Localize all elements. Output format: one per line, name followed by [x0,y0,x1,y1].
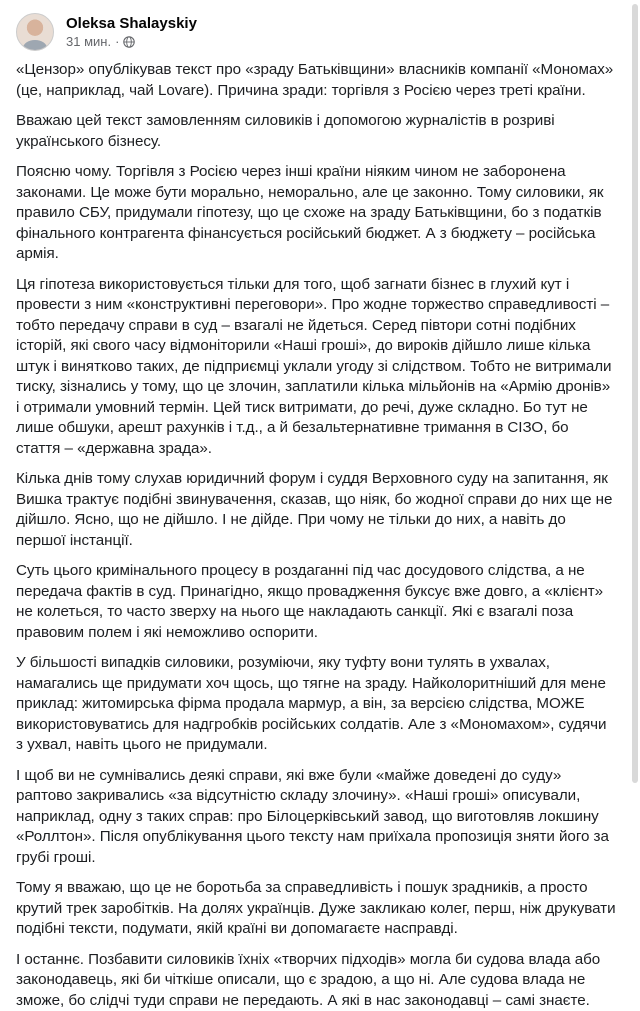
post-paragraph: І останнє. Позбавити силовиків їхніх «творчих підходів» могла би судова влада або законодавець, які би чіткіше описали, що є зрадою, а що ні. Але судова влада не зможе, бо слідчі туди справи не передають. А які в нас законодавці – самі знаєте. [16,950,624,1011]
post-body [16,60,624,1011]
post-paragraph: «Цензор» опублікував текст про «зраду Батьківщини» власників компанії «Мономах» (це, наприклад, чай Lovare). Причина зради: торгівля з Росією через треті країни. [16,60,624,101]
post-paragraph: Тому я вважаю, що це не боротьба за справедливість і пошук зрадників, а просто крутий трек заробітків. На долях українців. Дуже закликаю колег, перш, ніж друкувати подібні тексти, подумати, якій країні ви допомагаєте насправді. [16,878,624,940]
separator-dot: · [115,33,119,50]
scrollbar[interactable] [632,4,638,783]
post-paragraph: Суть цього кримінального процесу в роздаганні під час досудового слідства, а не передача фактів в суд. Принагідно, якщо провадження буксує вже довго, а «клієнт» не колеться, то часто зверху на нього ще накладають санкції. Які є взагалі поза правовим полем і які неможливо оспорити. [16,561,624,643]
globe-icon[interactable] [123,35,135,47]
post-paragraph: Ця гіпотеза використовується тільки для того, щоб загнати бізнес в глухий кут і провести з ним «конструктивні переговори». Про жодне торжество справедливості – тобто передачу справи в суд – взагалі не йдеться. Серед півтори сотні подібних історій, які свого часу відмоніторили «Наші гроші», до вироків дійшло лише кілька штук і винятково таких, де підприємці уклали угоду зі слідством. Тобто не витримали тиску, зізнались у тому, що це злочин, заплатили кілька мільйонів на «Армію дронів» і отримали умовний термін. Цей тиск витримати, до речі, дуже складно. Бо тут не лише обшуки, арешт рахунків і т.д., а й безальтернативне тримання в СІЗО, бо стаття – «державна зрада». [16,275,624,460]
post-paragraph: Вважаю цей текст замовленням силовиків і допомогою журналістів в розриві українського бізнесу. [16,111,624,152]
avatar[interactable] [16,13,54,51]
post-meta [66,15,197,50]
post-paragraph: Кілька днів тому слухав юридичний форум і суддя Верховного суду на запитання, як Вишка трактує подібні звинувачення, сказав, що ніяк, бо жодної справи до них ще не дійшло. Ясно, що не дійшло. І не дійде. При чому не тільки до них, а навіть до першої інстанції. [16,469,624,551]
post-paragraph: Поясню чому. Торгівля з Росією через інші країни ніяким чином не заборонена законами. Це може бути морально, неморально, але це законно. Тому силовики, як правило СБУ, придумали гіпотезу, що це схоже на зраду Батьківщини, бо з податків фінального контрагента фінансується російський бюджет. А з бюджету – російська армія. [16,162,624,265]
post-header [16,10,624,54]
post-time-row [66,33,197,50]
post-paragraph: У більшості випадків силовики, розуміючи, яку туфту вони тулять в ухвалах, намагались ще придумати хоч щось, що тягне на зраду. Найколоритніший для мене приклад: житомирська фірма продала мармур, а він, за версією слідства, МОЖЕ використовуватись для надгробків російських солдатів. Але з «Мономахом», судячи з ухвал, навіть цього не придумали. [16,653,624,756]
post-timestamp[interactable]: 31 мин. [66,33,111,50]
author-name[interactable]: Oleksa Shalayskiy [66,15,197,33]
post-paragraph: І щоб ви не сумнівались деякі справи, які вже були «майже доведені до суду» раптово закривались «за відсутністю складу злочину». «Наші гроші» описували, наприклад, одну з таких справ: про Білоцерківський завод, що виготовляв локшину «Роллтон». Після опублікування цього тексту нам приїхала пропозиція зняти його за грубі гроші. [16,766,624,869]
